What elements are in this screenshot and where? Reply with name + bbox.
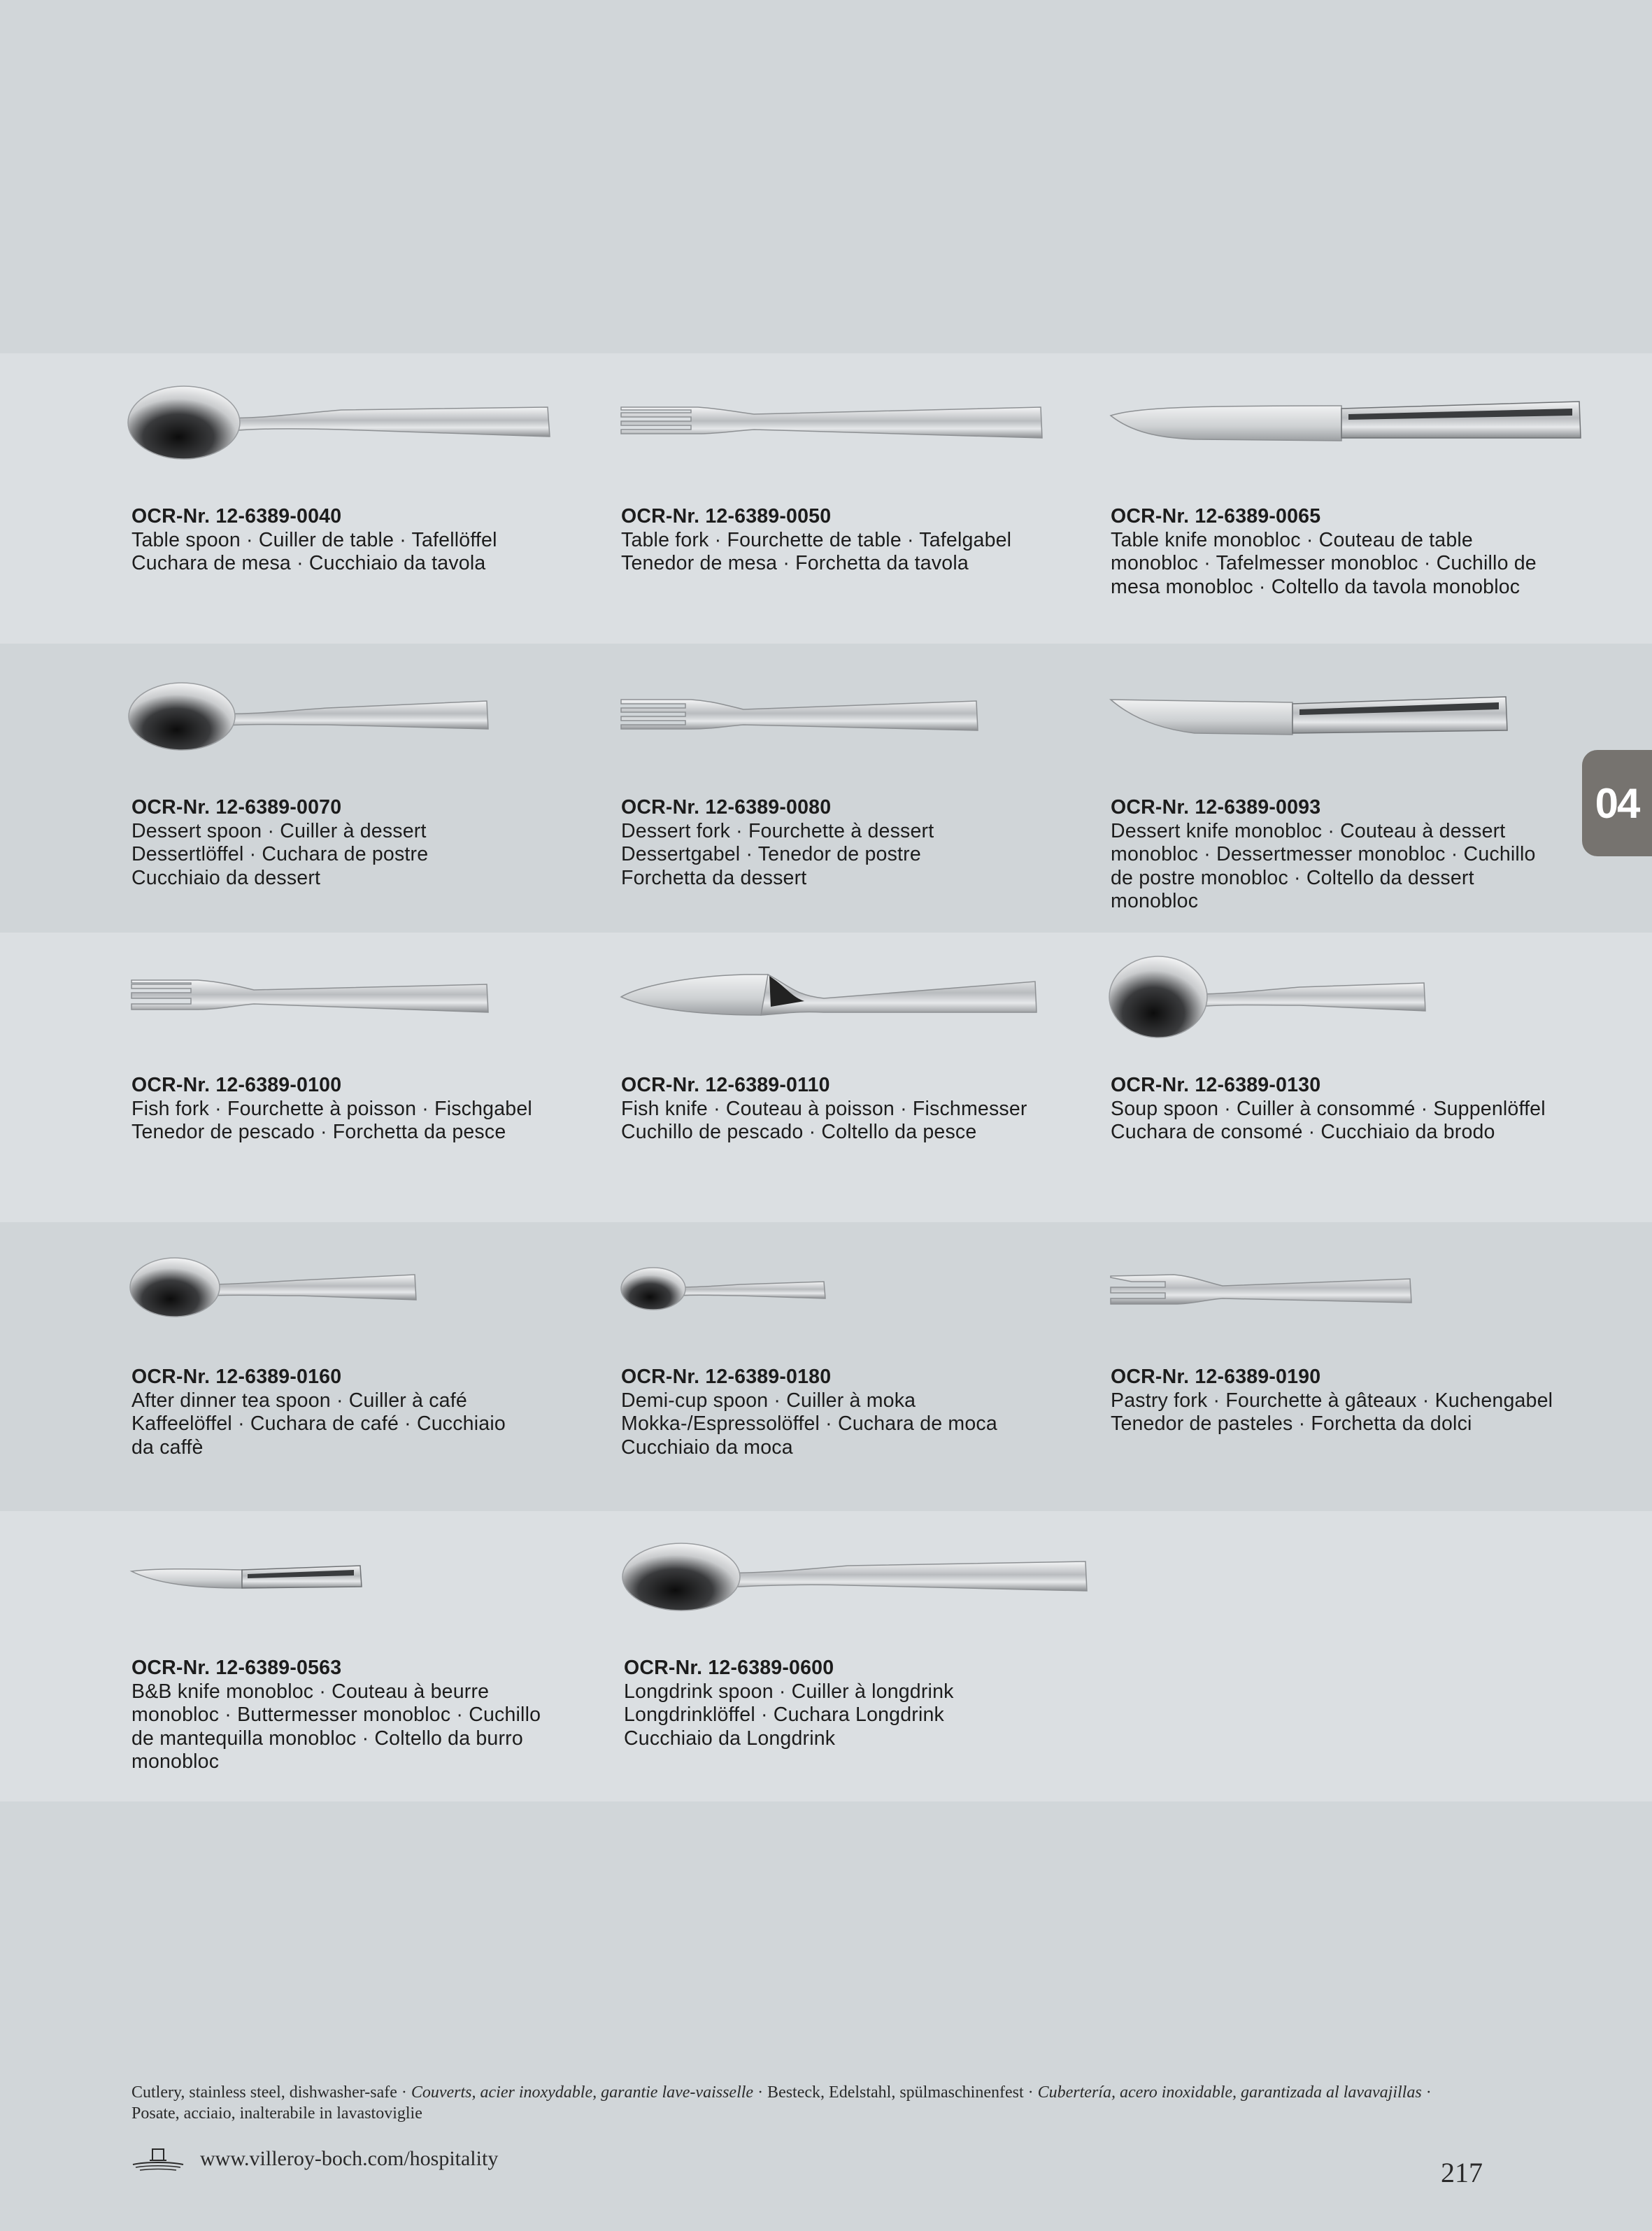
note-de: · Besteck, Edelstahl, spülmaschinenfest · xyxy=(753,2083,1038,2102)
dessert-spoon-image xyxy=(131,656,593,761)
product-description: Dessert fork · Fourchette à dessert Dessertgabel · Tenedor de postre Forchetta da dessert xyxy=(621,819,934,889)
product-code: OCR-Nr. 12-6389-0180 xyxy=(621,1366,832,1388)
note-it: · Posate, acciaio, inalterabile in lavastoviglie xyxy=(131,2083,1432,2123)
product-code: OCR-Nr. 12-6389-0080 xyxy=(621,796,832,819)
tea-spoon-image xyxy=(131,1226,593,1331)
section-tab[interactable]: 04 xyxy=(1582,750,1652,856)
fish-knife-image xyxy=(621,934,1083,1039)
villeroy-boch-logo-icon xyxy=(131,2145,185,2173)
product-description: Demi-cup spoon · Cuiller à moka Mokka-/Espressolöffel · Cuchara de moca Cucchiaio da moca xyxy=(621,1389,997,1459)
table-spoon-image xyxy=(131,365,593,470)
product-code: OCR-Nr. 12-6389-0050 xyxy=(621,505,832,527)
soup-spoon-image xyxy=(1111,934,1572,1039)
product-code: OCR-Nr. 12-6389-0100 xyxy=(131,1074,342,1096)
website-link[interactable]: www.villeroy-boch.com/hospitality xyxy=(200,2147,499,2170)
product-code: OCR-Nr. 12-6389-0600 xyxy=(624,1657,834,1679)
longdrink-spoon-image xyxy=(624,1517,1085,1622)
product-code: OCR-Nr. 12-6389-0130 xyxy=(1111,1074,1321,1096)
product-description: Soup spoon · Cuiller à consommé · Suppenlöffel Cuchara de consomé · Cucchiaio da brodo xyxy=(1111,1097,1546,1143)
table-fork-image xyxy=(621,365,1083,470)
product-description: Table fork · Fourchette de table · Tafelgabel Tenedor de mesa · Forchetta da tavola xyxy=(621,528,1012,574)
product-description: Fish fork · Fourchette à poisson · Fischgabel Tenedor de pescado · Forchetta da pesce xyxy=(131,1097,532,1143)
material-note xyxy=(131,2082,1460,2124)
product-code: OCR-Nr. 12-6389-0040 xyxy=(131,505,342,527)
product-description: B&B knife monobloc · Couteau à beurre monobloc · Buttermesser monobloc · Cuchillo de mantequilla monobloc · Coltello da burro monobloc xyxy=(131,1680,541,1773)
product-description: After dinner tea spoon · Cuiller à café Kaffeelöffel · Cuchara de café · Cucchiaio da caffè xyxy=(131,1389,506,1459)
product-description: Dessert spoon · Cuiller à dessert Dessertlöffel · Cuchara de postre Cucchiaio da dessert xyxy=(131,819,429,889)
demi-cup-spoon-image xyxy=(621,1226,1083,1331)
product-description: Fish knife · Couteau à poisson · Fischmesser Cuchillo de pescado · Coltello da pesce xyxy=(621,1097,1027,1143)
butter-knife-image xyxy=(131,1517,593,1622)
dessert-knife-image xyxy=(1111,656,1572,761)
table-knife-image xyxy=(1111,365,1572,470)
product-code: OCR-Nr. 12-6389-0093 xyxy=(1111,796,1321,819)
note-fr: Couverts, acier inoxydable, garantie lave-vaisselle xyxy=(411,2083,754,2102)
product-description: Longdrink spoon · Cuiller à longdrink Longdrinklöffel · Cuchara Longdrink Cucchiaio da Longdrink xyxy=(624,1680,954,1750)
product-code: OCR-Nr. 12-6389-0563 xyxy=(131,1657,342,1679)
note-en: Cutlery, stainless steel, dishwasher-safe · xyxy=(131,2083,411,2102)
product-description: Pastry fork · Fourchette à gâteaux · Kuchengabel Tenedor de pasteles · Forchetta da dolci xyxy=(1111,1389,1553,1435)
website-line xyxy=(131,2145,498,2173)
pastry-fork-image xyxy=(1111,1226,1572,1331)
product-description: Table knife monobloc · Couteau de table monobloc · Tafelmesser monobloc · Cuchillo de mesa monobloc · Coltello da tavola monobloc xyxy=(1111,528,1537,598)
product-code: OCR-Nr. 12-6389-0190 xyxy=(1111,1366,1321,1388)
product-code: OCR-Nr. 12-6389-0065 xyxy=(1111,505,1321,527)
product-code: OCR-Nr. 12-6389-0110 xyxy=(621,1074,830,1096)
product-code: OCR-Nr. 12-6389-0070 xyxy=(131,796,342,819)
product-description: Dessert knife monobloc · Couteau à dessert monobloc · Dessertmesser monobloc · Cuchillo de postre monobloc · Coltello da dessert monobloc xyxy=(1111,819,1536,912)
product-description: Table spoon · Cuiller de table · Tafellöffel Cuchara de mesa · Cucchiaio da tavola xyxy=(131,528,497,574)
product-code: OCR-Nr. 12-6389-0160 xyxy=(131,1366,342,1388)
page-number: 217 xyxy=(1441,2157,1483,2188)
dessert-fork-image xyxy=(621,656,1083,761)
note-es: Cubertería, acero inoxidable, garantizada al lavavajillas xyxy=(1037,2083,1422,2102)
fish-fork-image xyxy=(131,934,593,1039)
